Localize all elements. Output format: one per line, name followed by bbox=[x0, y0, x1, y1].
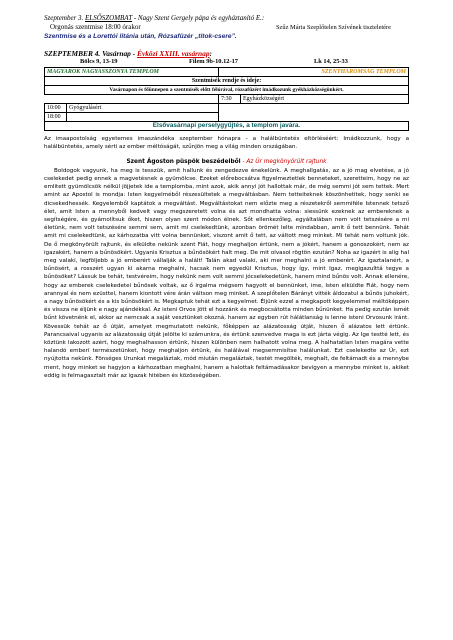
saturday-title: Szeptember 3. ELSŐSZOMBAT - Nagy Szent Gergely pápa és egyháztanító E.: bbox=[44, 14, 265, 22]
reading-gospel: Lk 14, 25-33 bbox=[314, 58, 348, 65]
mass-schedule-table bbox=[44, 67, 409, 131]
right-mass-time: 7:30 bbox=[219, 95, 241, 104]
sermon-title: Szent Ágoston püspök beszédeiből - Az Úr megkönyörült rajtunk bbox=[126, 158, 327, 165]
church-magyarok: MAGYAROK NAGYASSZONYA TEMPLOM bbox=[45, 68, 219, 77]
reading-first: Bölcs 9, 13-19 bbox=[80, 58, 118, 65]
sunday-title: SZEPTEMBER 4. Vasárnap - Évközi XXIII. vasárnap: bbox=[44, 49, 212, 58]
empty-cell bbox=[45, 95, 219, 104]
sermon-body bbox=[44, 167, 409, 380]
reading-second: Filem 9b-10.12-17 bbox=[189, 58, 238, 65]
prayer-intention: Az imaapostolság egyetemes imaszándéka szeptember hónapra - a halálbüntetés eltörléséért: Imádkozzunk, hogy a halálbüntetés, amely sérti az ember méltóságát, szűnjön meg a világ minden országában. bbox=[44, 136, 409, 151]
sermon-subtitle: - Az Úr megkönyörült rajtunk bbox=[240, 158, 327, 165]
schedule-order-title: Szentmisék rendje és ideje: bbox=[45, 77, 409, 86]
right-mass-intention: Egyházközségért bbox=[241, 95, 409, 104]
church-szentharomsag: SZENTHÁROMSÁG TEMPLOM bbox=[219, 68, 409, 77]
organ-mass-time: Orgonás szentmise 18:00 órakor bbox=[50, 23, 141, 31]
sermon-paragraph: Boldogok vagyunk, ha meg is tesszük, amit hallunk és zengedezve énekelünk. A meghallgatás, az a jó mag elvetése, a jó cselekedet pedig ennek a magvetésnek a gyümölcse. Ezeket előrebocsátva figyelmeztetlek benneteket, szeretteim, hogy ne az emlitett gyümölcsök nélkül jöjjetek ide a templomba, mint azok, akik annyi jót hallottak már, de még semmi jót sem tettek. Mert amint az Apostol is mondja: Isten kegyelméből részesültetek a megváltásban. Nem tetteiteknek köszönhetitek, hogy senki se dicsekedhessék. Kegyelemből kaptátok a megváltást. Megváltástokat nem előzte meg a részetekről semmiféle Istennek tetsző élet, amit Isten a mennyből kedvelt vagy megszeretett volna és azt mondhatta volna: siessünk ezeknek az embereknek a segítségére, és gyámolítsuk őket, hiszen olyan szent módon élnek. Sőt ellenkezőleg, egyáltalában nem volt tetszésére a mi életünk, nem volt tetszésére semmi sem, amit mi cselekedtünk, azonban örömét lelte mindabban, amit ő tett bennünk. Tehát amit mi cselekedtünk, az kárhozatba vitt volna bennünket, viszont amit ő tett, az váltott meg minket. Mi tehát nem voltunk jók. De ő megkönyörült rajtunk, és elküldte nekünk szent Fiát, hogy meghaljon értünk, nem a jókért, hanem a gonoszokért, nem az igazakért, hanem a bűnösökért. Ugyanis Krisztus a bűnösökért halt meg. De mit olvasol rögtön ezután? Noha az igazért is alig hal meg valaki, legföljebb a jó emberért vállalják a halált! Talán akad valaki, aki mer meghalni a jó emberért. Az igaztalanért, a bűnösért, a rosszért ugyan ki akarna meghalni, hacsak nem egyedül Krisztus, hogy így, mint Igaz, megigazulttá tegye a bűnösöket? Lássuk be tehát, testvéreim, hogy nekünk nem volt semmi jócselekedetünk, hanem mind bűnös volt. Annak ellenére, hogy az emberek cselekedetei bűnösek voltak, az ő irgalma mégsem hagyott el bennünket, ime, Isten elküldte Fiát, hogy nem arannyal és nem ezüsttel, hanem kiontott vére árán váltson meg minket. A szeplőtelen Bárányt vitték áldozatul a bűnös juhokért, a nagy bűnösökért és a kis bűnösökért is. Megkaptuk tehát ezt a kegyelmet. Éljünk ezzel a megkapott kegyelemmel méltóképpen és vissza ne éljünk e nagy ajándékkal. Az isteni Orvos jött el hozzánk és megbocsátotta minden bűnünket. Ha pedig ezután ismét bűnt követnénk el, akkor az nemcsak a saját vesztünket okozná, hanem az egyben rút hálátlanság is lenne isteni Orvosunk iránt. Kövessük tehát az ő útját, amelyet megmutatott nekünk, főképpen az alázatosság útját, hiszen ő alázatos lett értünk. Parancsaival ugyanis az alázatosság útját jelölte ki számunkra, és értünk szenvedve maga is ezt járta végig. Az Ige testté lett, és köztünk lakozott azért, hogy meghalhasson értünk, hiszen különben nem halhatott volna meg. A halhatatlan Isten magára vette halandó emberi természetünket, hogy meghaljon értünk, és halálával megsemmisítse halálunkat. Ezt cselekedte az Úr, ezt nyújtotta nekünk. Fönséges Urunkat megaláztak, mód miután megaláztak, testét megölték, meghalt, de feltámadt és a mennybe ment, hogy minket se hagyjon a kárhozatban meghalni, hanem a halottak feltámadásakor bevigyen a mennybe minket is, akiket eddig is felmagasztalt már az igazak hitében és közösségében. bbox=[44, 167, 409, 379]
mass-intention-healing: Gyógyulásért bbox=[67, 104, 219, 113]
rosary-note: Vasárnapon és főünnepen a szentmisék előtt félórával, rózsafüzért imádkozunk gyékházközségünkért. bbox=[45, 86, 409, 95]
saturday-section bbox=[44, 14, 409, 41]
mass-intention: Szűz Mária Szeplőtelen Szívének tiszteletére bbox=[276, 24, 391, 31]
first-saturday-label: ELSŐSZOMBAT bbox=[85, 14, 133, 22]
readings-line bbox=[44, 58, 409, 67]
mass-time-1000: 10:00 bbox=[45, 104, 67, 113]
litany-note: Szentmise és a Lorettói litánia után, Rózsafüzér „titok-csere”. bbox=[44, 33, 237, 40]
mass-time-1800: 18:00 bbox=[45, 113, 67, 122]
saturday-mass-line bbox=[44, 23, 409, 32]
collection-note: Elsővasárnapi perselygyűjtés, a templom javára. bbox=[45, 122, 409, 131]
liturgical-sunday: Évközi XXIII. vasárnap bbox=[137, 49, 210, 58]
